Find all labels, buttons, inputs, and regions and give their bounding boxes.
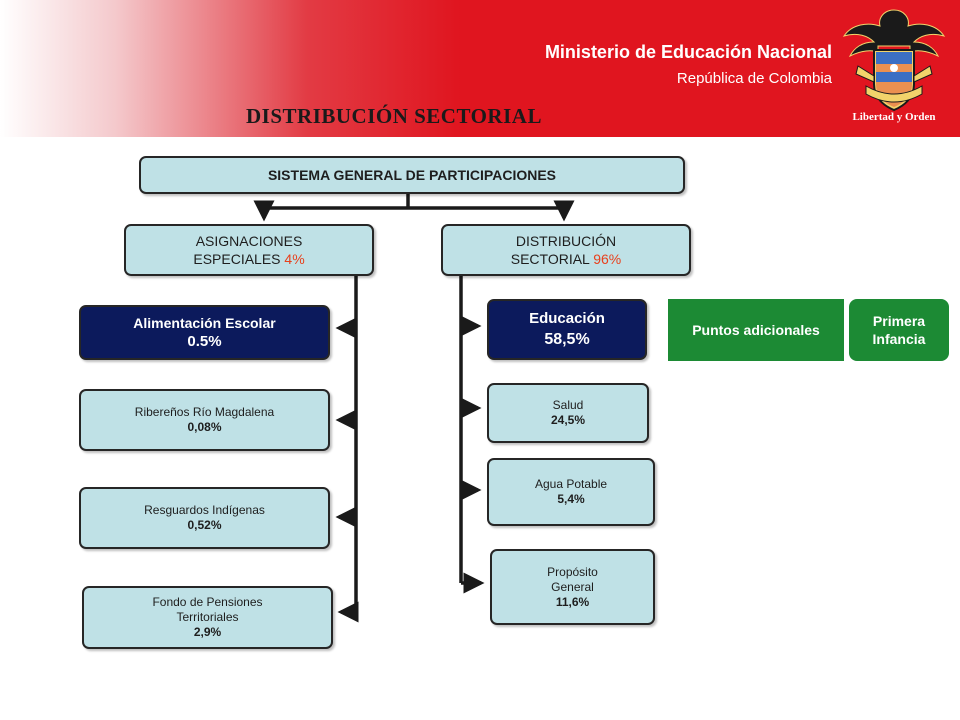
item-line2: General xyxy=(551,579,594,594)
item-pct: 5,4% xyxy=(557,492,585,506)
item-name: Alimentación Escolar xyxy=(133,314,276,331)
page-title: DISTRIBUCIÓN SECTORIAL xyxy=(246,104,542,128)
item-name: Ribereños Río Magdalena xyxy=(134,405,275,419)
item-agua-potable xyxy=(487,458,655,526)
puntos-adicionales-label: Puntos adicionales xyxy=(692,322,820,338)
branch-line1: DISTRIBUCIÓN xyxy=(515,233,617,249)
item-line1: Propósito xyxy=(547,564,598,579)
ministry-name: Ministerio de Educación Nacional xyxy=(544,42,832,62)
item-fondo-pensiones xyxy=(82,586,333,649)
item-name: Resguardos Indígenas xyxy=(144,503,265,517)
root-label: SISTEMA GENERAL DE PARTICIPACIONES xyxy=(267,166,557,183)
item-line2: Territoriales xyxy=(176,610,239,624)
item-name: Educación xyxy=(529,310,605,327)
branch-line2: SECTORIAL xyxy=(510,251,590,267)
primera-infancia-line1: Primera xyxy=(872,313,926,329)
root-node xyxy=(139,156,685,194)
primera-infancia-line2: Infancia xyxy=(872,331,926,347)
item-riberenos xyxy=(79,389,330,451)
item-pct: 0.5% xyxy=(187,332,222,350)
primera-infancia-box xyxy=(849,299,949,361)
puntos-adicionales-box xyxy=(668,299,844,361)
item-pct: 0,08% xyxy=(187,420,222,434)
item-pct: 0,52% xyxy=(187,518,222,532)
item-pct: 58,5% xyxy=(544,331,590,348)
branch-line2: ESPECIALES xyxy=(193,251,281,267)
branch-pct: 96% xyxy=(593,251,622,267)
item-salud xyxy=(487,383,649,443)
motto-text: Libertad y Orden xyxy=(852,111,936,123)
branch-pct: 4% xyxy=(284,251,305,267)
item-resguardos xyxy=(79,487,330,549)
republic-name: República de Colombia xyxy=(676,70,832,87)
item-alimentacion-escolar xyxy=(79,305,330,360)
branch-distribucion xyxy=(441,224,691,276)
branch-line1: ASIGNACIONES xyxy=(195,233,303,249)
item-educacion xyxy=(487,299,647,360)
branch-asignaciones xyxy=(124,224,374,276)
item-proposito-general xyxy=(490,549,655,625)
item-pct: 2,9% xyxy=(193,625,222,639)
item-pct: 24,5% xyxy=(550,413,586,427)
item-name: Agua Potable xyxy=(534,477,608,491)
item-name: Salud xyxy=(552,398,584,412)
item-pct: 11,6% xyxy=(555,594,590,609)
item-line1: Fondo de Pensiones xyxy=(152,595,263,609)
